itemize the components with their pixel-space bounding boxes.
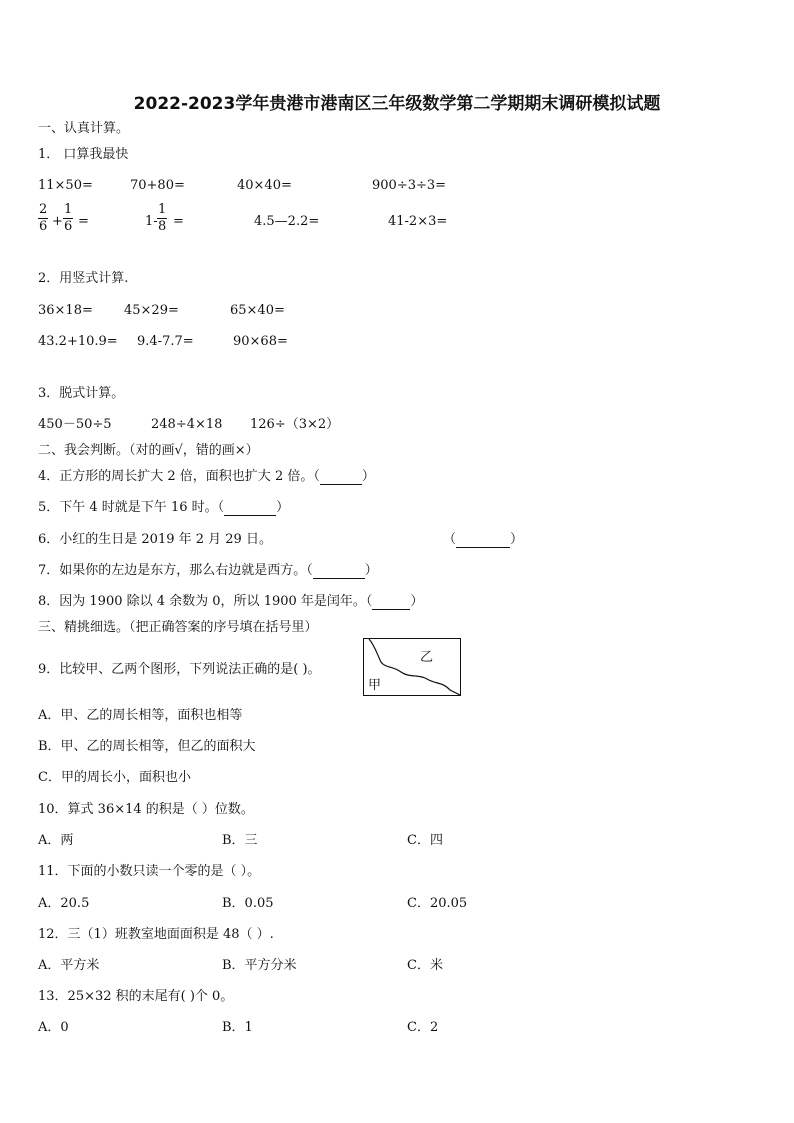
calc-item: 40×40= [237,178,292,193]
calc-item: 900÷3÷3= [372,178,447,193]
calc-item: 41-2×3= [388,214,448,229]
region-label-jia: 甲 [368,678,382,693]
fraction-denominator: 6 [39,219,48,234]
option-a[interactable]: A．0 [38,1020,69,1035]
question-1-label: 1． 口算我最快 [38,147,129,162]
calc-item: 126÷（3×2） [250,417,340,432]
question-12-text: 12．三（1）班教室地面面积是 48（ ）. [38,927,274,942]
shape-comparison-figure [363,638,462,697]
option-c[interactable]: C．四 [407,833,443,848]
option-c[interactable]: C．20.05 [407,896,468,911]
close-paren: ） [510,532,524,547]
section-heading-1: 一、认真计算。 [38,121,130,136]
fraction-1-6 [63,203,73,234]
close-paren: ） [364,563,378,578]
judge-question-4 [38,469,375,485]
fraction-numerator: 1 [64,202,73,217]
open-paren: （ [443,532,457,547]
option-b[interactable]: B．平方分米 [222,958,297,973]
calc-item: 70+80= [130,178,185,193]
calc-item: 450－50÷5 [38,417,112,432]
calc-item: 36×18= [38,303,93,318]
page-title: 2022-2023学年贵港市港南区三年级数学第二学期期末调研模拟试题 [133,94,661,114]
calc-item: 11×50= [38,178,93,193]
calc-item: 45×29= [124,303,179,318]
calc-item: 43.2+10.9= [38,334,118,349]
close-paren: ） [361,469,375,484]
fraction-denominator: 8 [158,219,167,234]
question-text: 5．下午 4 时就是下午 16 时。（ [38,500,225,515]
section-heading-3: 三、精挑细选。（把正确答案的序号填在括号里） [38,620,318,635]
fraction-denominator: 6 [64,219,73,234]
calc-item: 9.4-7.7= [137,334,194,349]
judge-question-5 [38,500,289,516]
option-a[interactable]: A．平方米 [38,958,100,973]
judge-question-6-answer [443,532,523,548]
question-text: 7．如果你的左边是东方，那么右边就是西方。（ [38,563,313,578]
question-text: 6．小红的生日是 2019 年 2 月 29 日。 [38,532,272,547]
option-b[interactable]: B．0.05 [222,896,274,911]
section-heading-2: 二、我会判断。（对的画√，错的画×） [38,443,259,458]
answer-blank[interactable] [320,470,362,485]
fraction-2-6 [38,203,48,234]
calc-item: 65×40= [230,303,285,318]
dividing-curve [369,639,460,695]
option-c[interactable]: C．甲的周长小，面积也小 [38,770,191,785]
option-b[interactable]: B．三 [222,833,258,848]
fraction-1-8 [157,203,167,234]
question-13-text: 13．25×32 积的末尾有( )个 0。 [38,989,234,1004]
option-b[interactable]: B．甲、乙的周长相等，但乙的面积大 [38,739,256,754]
option-a[interactable]: A．20.5 [38,896,90,911]
option-a[interactable]: A．甲、乙的周长相等，面积也相等 [38,708,243,723]
equals-sign: = [78,214,89,229]
calc-item: 248÷4×18 [151,417,223,432]
judge-question-7 [38,563,378,579]
option-b[interactable]: B．1 [222,1020,253,1035]
region-label-yi: 乙 [420,650,434,665]
judge-question-8 [38,594,423,610]
option-a[interactable]: A．两 [38,833,74,848]
close-paren: ） [276,500,290,515]
calc-item: 4.5—2.2= [254,214,320,229]
question-3-label: 3．脱式计算。 [38,386,125,401]
option-c[interactable]: C．米 [407,958,443,973]
question-2-label: 2．用竖式计算. [38,271,129,286]
question-text: 8．因为 1900 除以 4 余数为 0，所以 1900 年是闰年。（ [38,594,373,609]
question-10-text: 10．算式 36×14 的积是（ ）位数。 [38,802,254,817]
question-11-text: 11．下面的小数只读一个零的是（ ）。 [38,864,261,879]
close-paren: ） [410,594,424,609]
calc-item: 90×68= [233,334,288,349]
fraction-numerator: 1 [158,202,167,217]
question-9-text: 9．比较甲、乙两个图形，下列说法正确的是( )。 [38,662,321,677]
answer-blank[interactable] [224,501,276,516]
answer-blank[interactable] [313,564,365,579]
answer-blank[interactable] [372,595,410,610]
calc-lead: 1- [145,214,158,229]
fraction-numerator: 2 [39,202,48,217]
judge-question-6 [38,532,272,548]
question-text: 4．正方形的周长扩大 2 倍，面积也扩大 2 倍。（ [38,469,320,484]
answer-blank[interactable] [456,533,510,548]
option-c[interactable]: C．2 [407,1020,439,1035]
plus-sign: + [52,214,63,229]
equals-sign: = [173,214,184,229]
